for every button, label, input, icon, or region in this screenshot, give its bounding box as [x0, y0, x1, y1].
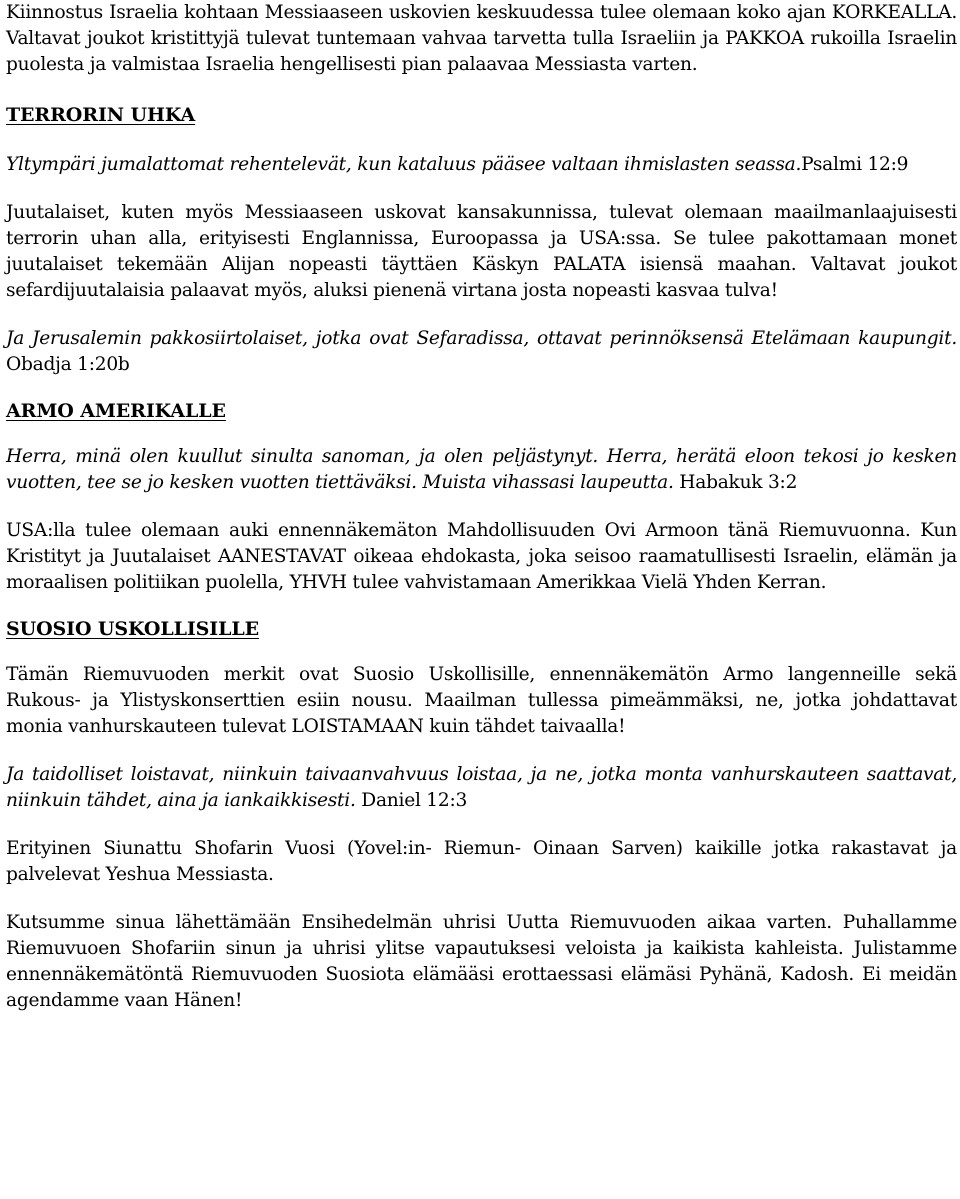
terror-paragraph: Juutalaiset, kuten myös Messiaaseen uskovat kansakunnissa, tulevat olemaan maailmanlaajuisesti terrorin uhan alla, erityisesti Englannissa, Euroopassa ja USA:ssa. Se tulee pakottamaan monet juutalaiset tekemään Alijan nopeasti täyttäen Käskyn PALATA isiensä maahan. Valtavat joukot sefardijuutalaisia palaavat myös, aluksi pienenä virtana josta nopeasti kasvaa tulva! [6, 202, 957, 301]
obadja-reference: Obadja 1:20b [6, 354, 130, 375]
daniel-quote [6, 762, 957, 814]
heading-suosio-uskollisille: SUOSIO USKOLLISILLE [6, 618, 259, 640]
document-page [6, 0, 957, 1014]
psalm-quote [6, 152, 957, 178]
obadja-quote-text: Ja Jerusalemin pakkosiirtolaiset, jotka ovat Sefaradissa, ottavat perinnöksensä Etelämaan kaupungit. [6, 328, 957, 349]
intro-paragraph: Kiinnostus Israelia kohtaan Messiaaseen uskovien keskuudessa tulee olemaan koko ajan KORKEALLA. Valtavat joukot kristittyjä tulevat tuntemaan vahvaa tarvetta tulla Israeliin ja PAKKOA rukoilla Israelin puolesta ja valmistaa Israelia hengellisesti pian palaavaa Messiasta varten. [6, 2, 957, 75]
favor-paragraph: Tämän Riemuvuoden merkit ovat Suosio Uskollisille, ennennäkemätön Armo langenneille sekä Rukous- ja Ylistyskonserttien esiin nousu. Maailman tullessa pimeämmäksi, ne, jotka johdattavat monia vanhurskauteen tulevat LOISTAMAAN kuin tähdet taivaalla! [6, 664, 957, 737]
habakuk-quote-text: Herra, minä olen kuullut sinulta sanoman, ja olen peljästynyt. Herra, herätä eloon tekosi jo kesken vuotten, tee se jo kesken vuotten tiettäväksi. Muista vihassasi laupeutta. [6, 446, 957, 493]
obadja-quote [6, 326, 957, 378]
america-paragraph: USA:lla tulee olemaan auki ennennäkemäton Mahdollisuuden Ovi Armoon tänä Riemuvuonna. Kun Kristityt ja Juutalaiset AANESTAVAT oikeaa ehdokasta, joka seisoo raamatullisesti Israelin, elämän ja moraalisen politiikan puolella, YHVH tulee vahvistamaan Amerikkaa Vielä Yhden Kerran. [6, 520, 957, 593]
heading-terrorin-uhka: TERRORIN UHKA [6, 104, 196, 126]
invitation-paragraph: Kutsumme sinua lähettämään Ensihedelmän uhrisi Uutta Riemuvuoden aikaa varten. Puhallamme Riemuvuoen Shofariin sinun ja uhrisi ylitse vapautuksesi veloista ja kaikista kahleista. Julistamme ennennäkemätöntä Riemuvuoden Suosiota elämääsi erottaessasi elämäsi Pyhänä, Kadosh. Ei meidän agendamme vaan Hänen! [6, 912, 957, 1011]
daniel-reference: Daniel 12:3 [355, 790, 468, 811]
heading-armo-amerikalle: ARMO AMERIKALLE [6, 400, 226, 422]
daniel-quote-text: Ja taidolliset loistavat, niinkuin taivaanvahvuus loistaa, ja ne, jotka monta vanhurskauteen saattavat, niinkuin tähdet, aina ja iankaikkisesti. [6, 764, 957, 811]
habakuk-reference: Habakuk 3:2 [673, 472, 798, 493]
psalm-quote-text: Yltympäri jumalattomat rehentelevät, kun kataluus pääsee valtaan ihmislasten seassa. [6, 154, 802, 175]
shofar-year-paragraph: Erityinen Siunattu Shofarin Vuosi (Yovel:in- Riemun- Oinaan Sarven) kaikille jotka rakastavat ja palvelevat Yeshua Messiasta. [6, 838, 957, 885]
habakuk-quote [6, 444, 957, 496]
psalm-reference: Psalmi 12:9 [801, 154, 909, 175]
